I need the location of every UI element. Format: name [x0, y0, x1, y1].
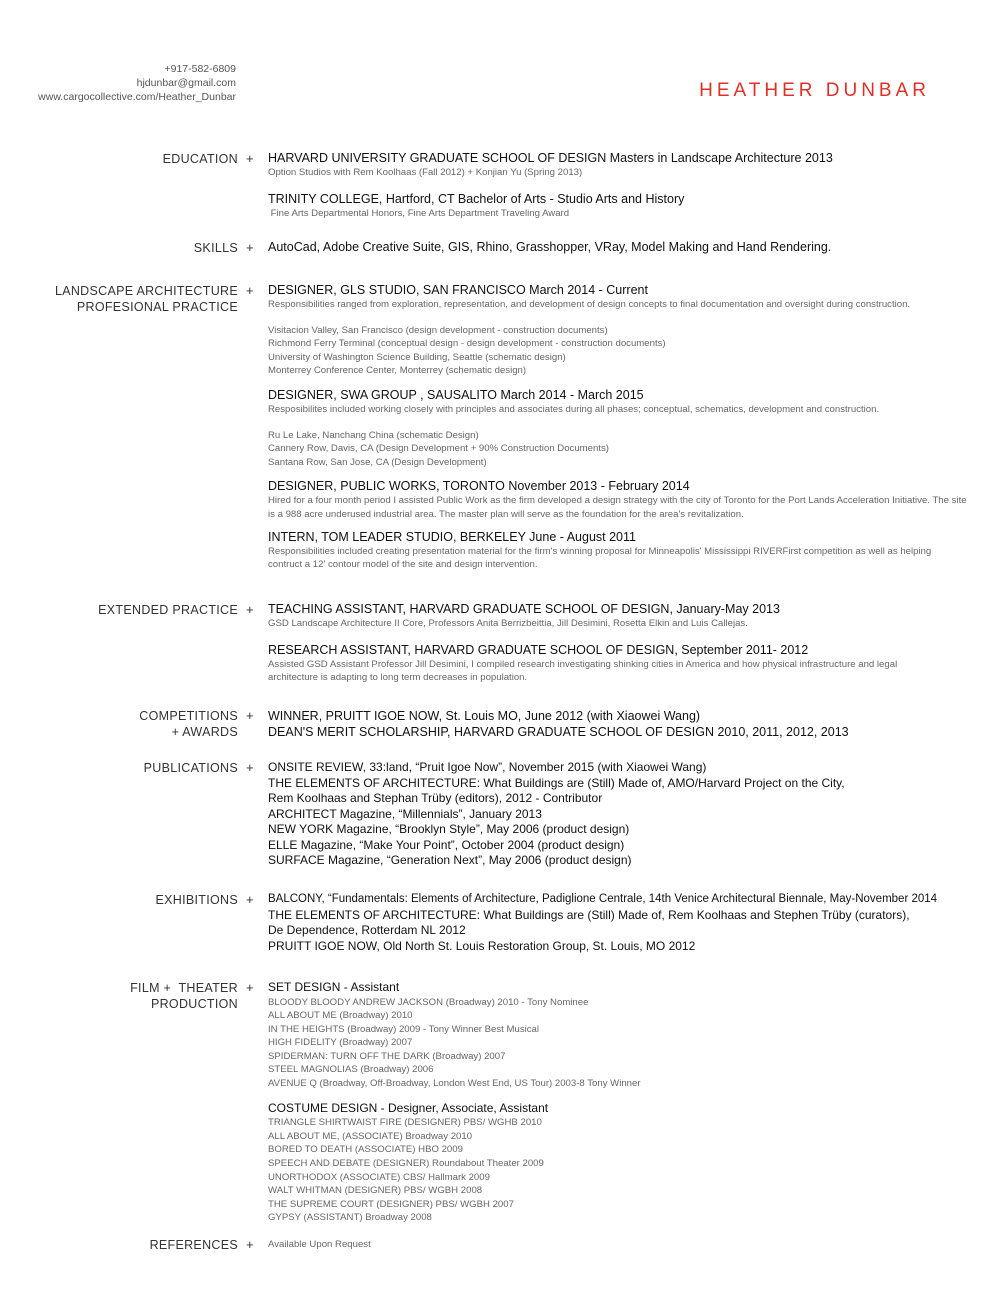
section-label-line: COMPETITIONS: [139, 709, 238, 723]
entry-title: TEACHING ASSISTANT, HARVARD GRADUATE SCHOOL OF DESIGN, January-May 2013: [268, 602, 780, 616]
plus-marker: +: [246, 980, 254, 995]
exhibition-item: BALCONY, “Fundamentals: Elements of Architecture, Padiglione Centrale, 14th Venice Architectural Biennale, May-November 2014: [268, 893, 938, 905]
plus-marker: +: [246, 892, 254, 907]
plus-marker: +: [246, 240, 254, 255]
project-item: Santana Row, San Jose, CA (Design Development): [268, 456, 487, 468]
section-content: [268, 240, 978, 255]
phone-number: +917-582-6809: [164, 63, 236, 75]
production-item: BLOODY BLOODY ANDREW JACKSON (Broadway) 2010 - Tony Nominee: [268, 996, 589, 1008]
section-content: [268, 602, 978, 685]
award-item: DEAN'S MERIT SCHOLARSHIP, HARVARD GRADUATE SCHOOL OF DESIGN 2010, 2011, 2012, 2013: [268, 725, 849, 739]
entry-title: HARVARD UNIVERSITY GRADUATE SCHOOL OF DESIGN Masters in Landscape Architecture 2013: [268, 151, 833, 165]
section-label: SKILLS: [193, 241, 238, 255]
references-text: Available Upon Request: [268, 1239, 371, 1250]
production-item: SPIDERMAN: TURN OFF THE DARK (Broadway) 2007: [268, 1050, 506, 1062]
section-content: [268, 980, 978, 1225]
production-item: THE SUPREME COURT (DESIGNER) PBS/ WGBH 2007: [268, 1198, 514, 1210]
entry-title: TRINITY COLLEGE, Hartford, CT Bachelor of Arts - Studio Arts and History: [268, 191, 685, 206]
job-description: Responsibilities ranged from exploration, representation, and development of design concepts to final documentation and oversight during construction.: [268, 299, 911, 310]
job-description: Resposibilites included working closely with principles and associates during all phases; conceptual, schematics, development and construction.: [268, 403, 880, 415]
section-label: PUBLICATIONS: [143, 761, 238, 775]
plus-marker: +: [246, 602, 254, 617]
publication-item: THE ELEMENTS OF ARCHITECTURE: What Buildings are (Still) Made of, AMO/Harvard Project on the City,: [268, 775, 845, 790]
publication-item: ARCHITECT Magazine, “Millennials”, January 2013: [268, 806, 542, 821]
project-item: Ru Le Lake, Nanchang China (schematic Design): [268, 429, 479, 441]
publication-item: ONSITE REVIEW, 33:land, “Pruit Igoe Now”, November 2015 (with Xiaowei Wang): [268, 760, 707, 774]
job-description: Hired for a four month period I assisted Public Work as the firm developed a design strategy with the city of Toronto for the Port Lands Acceleration Initiative. The site is a 988 acre underused industrial area. The master plan will serve as the foundation for the area's revitalization.: [268, 495, 967, 520]
section-label: EXHIBITIONS: [155, 893, 238, 907]
job-title: DESIGNER, GLS STUDIO, SAN FRANCISCO March 2014 - Current: [268, 283, 648, 297]
publication-item: ELLE Magazine, “Make Your Point”, October 2004 (product design): [268, 837, 625, 852]
section-label: [30, 980, 238, 1012]
production-item: WALT WHITMAN (DESIGNER) PBS/ WGBH 2008: [268, 1185, 483, 1197]
production-item: HIGH FIDELITY (Broadway) 2007: [268, 1037, 413, 1049]
section-label: EDUCATION: [162, 152, 238, 166]
section-label-line: PRODUCTION: [150, 997, 238, 1011]
job-title: INTERN, TOM LEADER STUDIO, BERKELEY June - August 2011: [268, 529, 636, 544]
entry-detail: GSD Landscape Architecture II Core, Professors Anita Berrizbeittia, Jill Desimini, Rosetta Elkin and Luis Callejas.: [268, 618, 748, 629]
section-label-line: PROFESIONAL PRACTICE: [76, 300, 238, 314]
exhibition-item: THE ELEMENTS OF ARCHITECTURE: What Buildings are (Still) Made of, Rem Koolhaas and Stephen Trüby (curators),: [268, 907, 910, 922]
resume-name: HEATHER DUNBAR: [699, 80, 930, 101]
publication-item: Rem Koolhaas and Stephan Trüby (editors), 2012 - Contributor: [268, 791, 603, 805]
exhibition-item: De Dependence, Rotterdam NL 2012: [268, 923, 466, 937]
production-item: STEEL MAGNOLIAS (Broadway) 2006: [268, 1064, 434, 1076]
production-item: BORED TO DEATH (ASSOCIATE) HBO 2009: [268, 1144, 463, 1156]
project-item: University of Washington Science Building, Seattle (schematic design): [268, 351, 566, 363]
costume-design-title: COSTUME DESIGN - Designer, Associate, Assistant: [268, 1100, 549, 1115]
section-label: [30, 708, 238, 740]
contact-info: [30, 62, 236, 104]
project-item: Cannery Row, Davis, CA (Design Development + 90% Construction Documents): [268, 443, 609, 455]
section-label-line: LANDSCAPE ARCHITECTURE: [54, 284, 238, 298]
section-label: [30, 283, 238, 315]
entry-title: RESEARCH ASSISTANT, HARVARD GRADUATE SCHOOL OF DESIGN, September 2011- 2012: [268, 642, 809, 657]
production-item: ALL ABOUT ME (Broadway) 2010: [268, 1010, 413, 1022]
section-label: REFERENCES: [149, 1238, 238, 1252]
section-content: [268, 708, 978, 740]
section-content: [268, 283, 978, 572]
production-item: IN THE HEIGHTS (Broadway) 2009 - Tony Winner Best Musical: [268, 1023, 540, 1035]
section-label-line: + AWARDS: [171, 725, 238, 739]
section-content: [268, 1237, 978, 1253]
entry-detail: Fine Arts Departmental Honors, Fine Arts Department Traveling Award: [268, 207, 570, 219]
plus-marker: +: [246, 760, 254, 775]
exhibition-item: PRUITT IGOE NOW, Old North St. Louis Restoration Group, St. Louis, MO 2012: [268, 938, 696, 953]
production-item: AVENUE Q (Broadway, Off-Broadway, London West End, US Tour) 2003-8 Tony Winner: [268, 1078, 641, 1090]
publication-item: SURFACE Magazine, “Generation Next”, May 2006 (product design): [268, 853, 632, 867]
plus-marker: +: [246, 708, 254, 723]
entry-detail: Option Studios with Rem Koolhaas (Fall 2012) + Konjian Yu (Spring 2013): [268, 167, 583, 178]
publication-item: NEW YORK Magazine, “Brooklyn Style”, May 2006 (product design): [268, 822, 630, 836]
section-content: [268, 151, 978, 220]
job-title: DESIGNER, PUBLIC WORKS, TORONTO November 2013 - February 2014: [268, 479, 690, 494]
production-item: ALL ABOUT ME, (ASSOCIATE) Broadway 2010: [268, 1130, 473, 1142]
award-item: WINNER, PRUITT IGOE NOW, St. Louis MO, June 2012 (with Xiaowei Wang): [268, 709, 701, 723]
plus-marker: +: [246, 1237, 254, 1252]
section-label-line: FILM + THEATER: [130, 981, 238, 995]
project-item: Richmond Ferry Terminal (conceptual design - design development - construction documents): [268, 338, 666, 350]
set-design-title: SET DESIGN - Assistant: [268, 980, 400, 994]
production-item: TRIANGLE SHIRTWAIST FIRE (DESIGNER) PBS/ WGHB 2010: [268, 1117, 542, 1129]
section-label: EXTENDED PRACTICE: [98, 603, 238, 617]
plus-marker: +: [246, 283, 254, 298]
production-item: UNORTHODOX (ASSOCIATE) CBS/ Hallmark 2009: [268, 1171, 490, 1183]
skills-text: AutoCad, Adobe Creative Suite, GIS, Rhino, Grasshopper, VRay, Model Making and Hand Rendering.: [268, 240, 832, 254]
section-content: [268, 760, 978, 869]
website-url: www.cargocollective.com/Heather_Dunbar: [38, 91, 236, 103]
plus-marker: +: [246, 151, 254, 166]
job-description: Responsibilities included creating presentation material for the firm's winning proposal for Minneapolis' Mississippi RIVERFirst competition as well as helping contruct a 12' contour model of the site and design intervention.: [268, 545, 932, 571]
project-item: Monterrey Conference Center, Monterrey (schematic design): [268, 365, 527, 377]
production-item: GYPSY (ASSISTANT) Broadway 2008: [268, 1212, 432, 1224]
section-content: [268, 892, 978, 954]
production-item: SPEECH AND DEBATE (DESIGNER) Roundabout Theater 2009: [268, 1157, 544, 1169]
job-title: DESIGNER, SWA GROUP , SAUSALITO March 2014 - March 2015: [268, 387, 644, 402]
entry-detail: Assisted GSD Assistant Professor Jill Desimini, I compiled research investigating shinking cities in America and how physical infrastructure and legal architecture is adapting to long term decreases in population.: [268, 658, 898, 684]
email-address: hjdunbar@gmail.com: [136, 77, 236, 89]
project-item: Visitacion Valley, San Francisco (design development - construction documents): [268, 324, 608, 336]
